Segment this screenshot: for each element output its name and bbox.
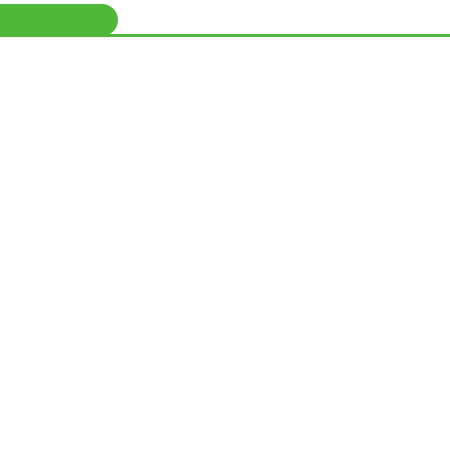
header-divider <box>0 34 450 37</box>
header-tab <box>0 4 118 36</box>
